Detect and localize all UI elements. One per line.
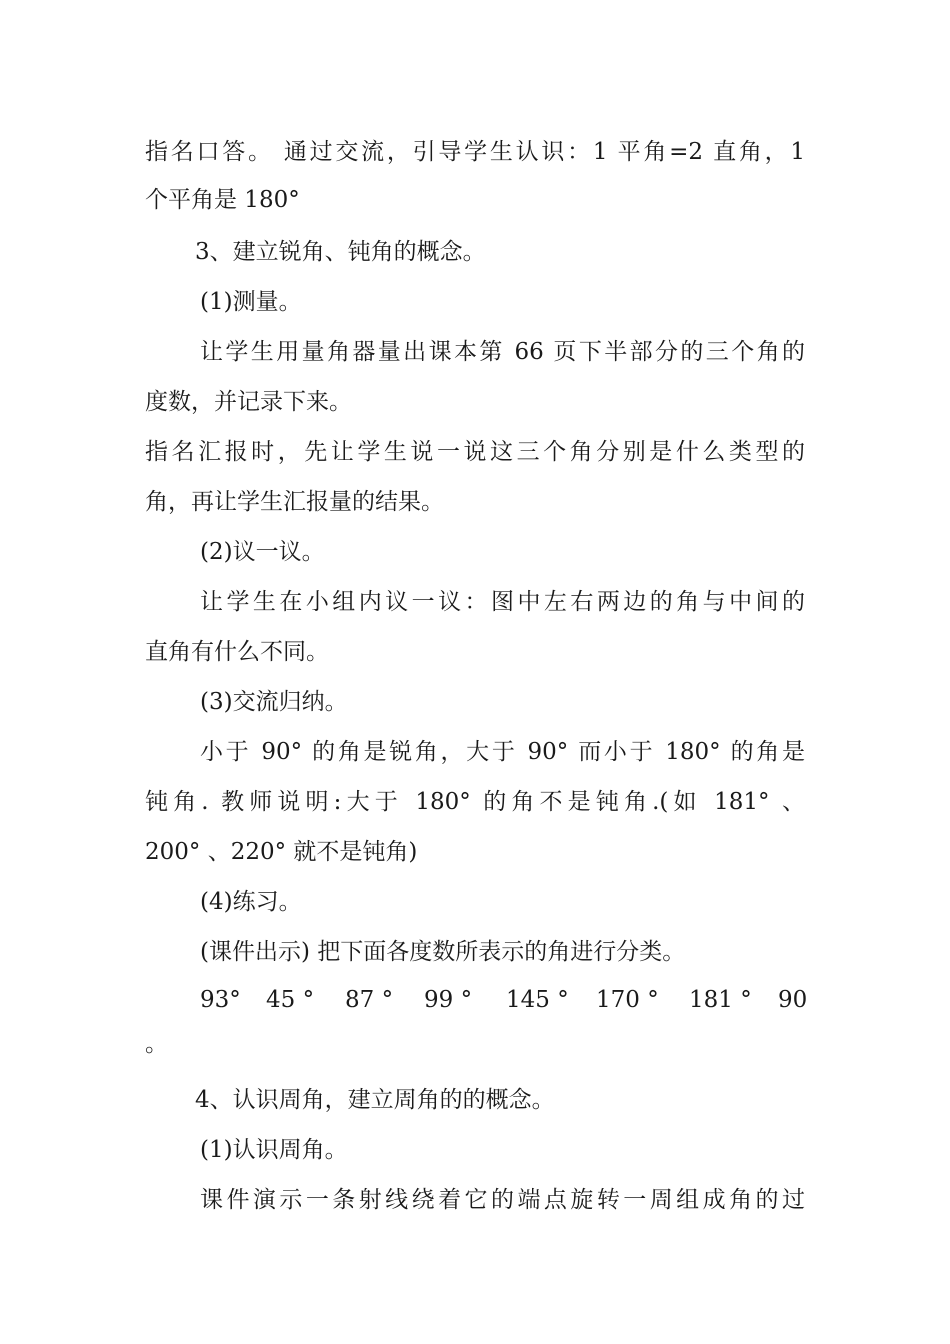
paragraph-text: 指名口答。 通过交流，引导学生认识：1 平角=2 直角，1 [145, 139, 805, 165]
text-line [0, 482, 950, 522]
text-line [0, 432, 950, 472]
subsection-heading: (2)议一议。 [200, 539, 325, 565]
text-line [0, 1080, 950, 1120]
degree-value: 145 ° [506, 987, 569, 1013]
text-line [0, 132, 950, 172]
degree-value: 93° [200, 987, 241, 1013]
section-heading: 4、认识周角，建立周角的的概念。 [195, 1087, 555, 1113]
degree-list [0, 980, 950, 1020]
paragraph-text: 个平角是 180° [145, 187, 300, 213]
text-line [0, 180, 950, 220]
paragraph-text: 度数，并记录下来。 [145, 389, 352, 415]
paragraph-text: 200° 、220° 就不是钝角) [145, 839, 418, 865]
paragraph-text: 让学生在小组内议一议：图中左右两边的角与中间的 [200, 589, 805, 615]
subsection-heading: (4)练习。 [200, 889, 302, 915]
text-line [0, 382, 950, 422]
paragraph-text: 让学生用量角器量出课本第 66 页下半部分的三个角的 [200, 339, 805, 365]
subsection-heading: (3)交流归纳。 [200, 689, 348, 715]
text-line [0, 1130, 950, 1170]
degree-value: 87 ° [345, 987, 394, 1013]
paragraph-text: 钝角. 教师说明:大于 180° 的角不是钝角.(如 181° 、 [145, 789, 805, 815]
paragraph-text: 小于 90° 的角是锐角，大于 90° 而小于 180° 的角是 [200, 739, 805, 765]
degree-value: 45 ° [266, 987, 315, 1013]
degree-value: 99 ° [424, 987, 473, 1013]
subsection-heading: (1)认识周角。 [200, 1137, 348, 1163]
text-line [0, 582, 950, 622]
paragraph-text: 指名汇报时，先让学生说一说这三个角分别是什么类型的 [145, 439, 805, 465]
text-line [0, 1024, 950, 1064]
text-line [0, 532, 950, 572]
degree-value: 181 ° [689, 987, 752, 1013]
paragraph-text: 。 [145, 1031, 168, 1057]
text-line [0, 332, 950, 372]
text-line [0, 232, 950, 272]
paragraph-text: 直角有什么不同。 [145, 639, 329, 665]
text-line [0, 732, 950, 772]
text-line [0, 1180, 950, 1220]
section-heading: 3、建立锐角、钝角的概念。 [195, 239, 486, 265]
degree-value: 90 [778, 987, 808, 1013]
text-line [0, 932, 950, 972]
text-line [0, 882, 950, 922]
paragraph-text: (课件出示) 把下面各度数所表示的角进行分类。 [200, 939, 686, 965]
text-line [0, 632, 950, 672]
degree-value: 170 ° [596, 987, 659, 1013]
text-line [0, 682, 950, 722]
text-line [0, 782, 950, 822]
text-line [0, 832, 950, 872]
paragraph-text: 课件演示一条射线绕着它的端点旋转一周组成角的过 [200, 1187, 805, 1213]
subsection-heading: (1)测量。 [200, 289, 302, 315]
paragraph-text: 角，再让学生汇报量的结果。 [145, 489, 444, 515]
text-line [0, 282, 950, 322]
